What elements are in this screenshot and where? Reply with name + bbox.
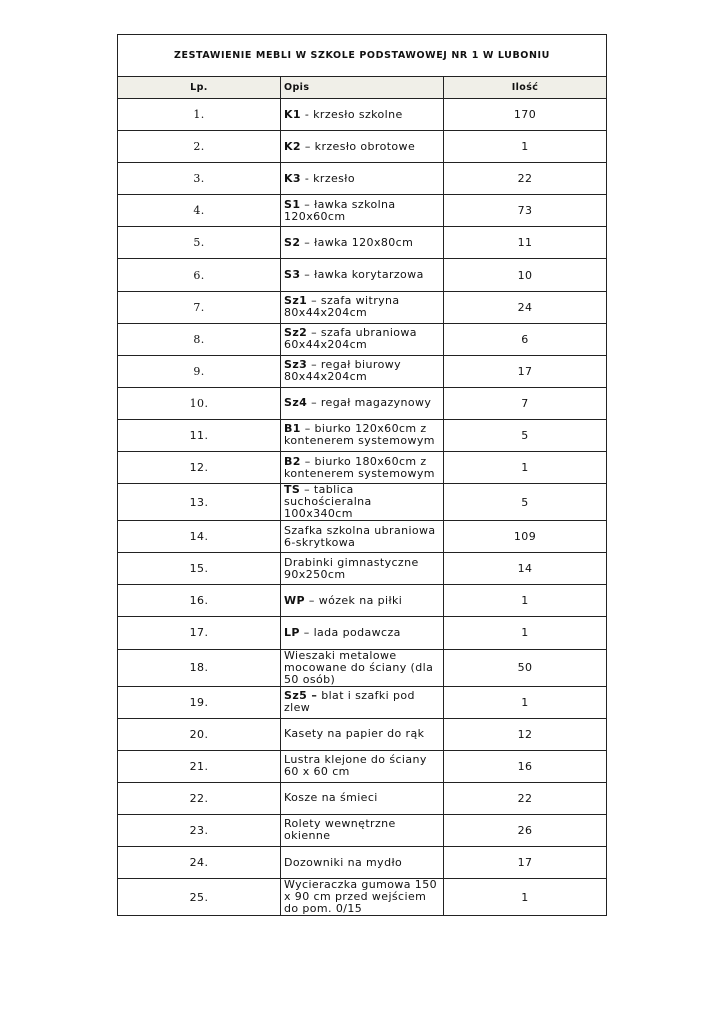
row-description <box>281 323 444 355</box>
item-description: – ławka korytarzowa <box>300 268 424 282</box>
item-code: S3 <box>284 268 301 282</box>
row-number: 6. <box>118 259 281 291</box>
item-code: WP <box>284 593 305 607</box>
row-number: 10. <box>118 387 281 419</box>
row-description <box>281 846 444 878</box>
row-quantity: 109 <box>444 521 607 553</box>
table-row <box>118 846 607 878</box>
header-opis: Opis <box>281 77 444 99</box>
table-row <box>118 163 607 195</box>
row-number: 19. <box>118 686 281 718</box>
item-description: - krzesło szkolne <box>300 107 403 121</box>
row-quantity: 73 <box>444 195 607 227</box>
row-quantity: 26 <box>444 814 607 846</box>
item-code: B2 <box>284 454 301 468</box>
item-description: – szafa ubraniowa 60x44x204cm <box>284 326 417 352</box>
row-number: 3. <box>118 163 281 195</box>
item-code: K1 <box>284 107 301 121</box>
item-description: – biurko 180x60cm z kontenerem systemowym <box>284 454 435 480</box>
table-row <box>118 782 607 814</box>
row-quantity: 24 <box>444 291 607 323</box>
item-description: – biurko 120x60cm z kontenerem systemowym <box>284 422 435 448</box>
item-code: K2 <box>284 139 301 153</box>
item-description: – tablica suchościeralna 100x340cm <box>284 483 372 521</box>
row-quantity: 1 <box>444 452 607 484</box>
table-row <box>118 484 607 521</box>
row-number: 25. <box>118 879 281 916</box>
table-row <box>118 259 607 291</box>
item-description: Drabinki gimnastyczne 90x250cm <box>284 555 419 581</box>
item-description: Kasety na papier do rąk <box>284 727 425 741</box>
row-quantity: 16 <box>444 750 607 782</box>
table-row <box>118 291 607 323</box>
row-number: 18. <box>118 649 281 686</box>
item-description: – regał biurowy 80x44x204cm <box>284 358 402 384</box>
item-description: Wieszaki metalowe mocowane do ściany (dla 50 osób) <box>284 648 434 686</box>
table-row <box>118 227 607 259</box>
row-description <box>281 718 444 750</box>
item-description: Kosze na śmieci <box>284 791 378 805</box>
row-quantity: 1 <box>444 686 607 718</box>
row-description <box>281 387 444 419</box>
item-code: TS <box>284 483 301 497</box>
row-description <box>281 419 444 451</box>
item-description: – krzesło obrotowe <box>300 139 416 153</box>
item-code: LP <box>284 625 300 639</box>
row-description <box>281 99 444 131</box>
row-quantity: 1 <box>444 585 607 617</box>
item-description: – regał magazynowy <box>307 396 432 410</box>
item-description: Szafka szkolna ubraniowa 6-skrytkowa <box>284 523 436 549</box>
row-quantity: 170 <box>444 99 607 131</box>
row-quantity: 5 <box>444 419 607 451</box>
item-code: Sz1 <box>284 294 308 308</box>
item-description: Dozowniki na mydło <box>284 855 403 869</box>
table-row <box>118 323 607 355</box>
row-description <box>281 521 444 553</box>
item-code: S2 <box>284 235 301 249</box>
row-description <box>281 195 444 227</box>
item-description: – ławka szkolna 120x60cm <box>284 197 396 223</box>
row-quantity: 7 <box>444 387 607 419</box>
row-description <box>281 879 444 916</box>
row-number: 2. <box>118 131 281 163</box>
table-row <box>118 879 607 916</box>
row-description <box>281 355 444 387</box>
row-description <box>281 617 444 649</box>
table-row <box>118 686 607 718</box>
table-row <box>118 718 607 750</box>
table-row <box>118 521 607 553</box>
row-description <box>281 814 444 846</box>
item-description: – wózek na piłki <box>305 593 403 607</box>
document-sheet <box>117 34 607 916</box>
item-description: Rolety wewnętrzne okienne <box>284 817 396 843</box>
header-lp: Lp. <box>118 77 281 99</box>
furniture-table <box>117 34 607 916</box>
row-description <box>281 259 444 291</box>
row-number: 12. <box>118 452 281 484</box>
item-description: – lada podawcza <box>299 625 401 639</box>
row-number: 7. <box>118 291 281 323</box>
item-description: Wycieraczka gumowa 150 x 90 cm przed wejściem do pom. 0/15 <box>284 878 437 916</box>
table-row <box>118 814 607 846</box>
item-description: - krzesło <box>300 171 355 185</box>
table-row <box>118 649 607 686</box>
row-number: 22. <box>118 782 281 814</box>
row-description <box>281 291 444 323</box>
row-quantity: 50 <box>444 649 607 686</box>
item-description: blat i szafki pod zlew <box>284 689 415 715</box>
table-row <box>118 131 607 163</box>
table-row <box>118 750 607 782</box>
table-row <box>118 99 607 131</box>
table-row <box>118 195 607 227</box>
row-quantity: 1 <box>444 131 607 163</box>
row-quantity: 22 <box>444 163 607 195</box>
item-code: K3 <box>284 171 301 185</box>
item-description: – ławka 120x80cm <box>300 235 414 249</box>
table-row <box>118 553 607 585</box>
row-number: 23. <box>118 814 281 846</box>
row-description <box>281 484 444 521</box>
table-row <box>118 419 607 451</box>
row-number: 13. <box>118 484 281 521</box>
row-number: 9. <box>118 355 281 387</box>
row-description <box>281 686 444 718</box>
row-number: 1. <box>118 99 281 131</box>
row-description <box>281 227 444 259</box>
row-number: 20. <box>118 718 281 750</box>
row-description <box>281 452 444 484</box>
item-code: Sz3 <box>284 358 308 372</box>
row-quantity: 1 <box>444 879 607 916</box>
table-row <box>118 617 607 649</box>
item-code: Sz2 <box>284 326 308 340</box>
row-quantity: 10 <box>444 259 607 291</box>
row-quantity: 11 <box>444 227 607 259</box>
row-description <box>281 649 444 686</box>
row-quantity: 17 <box>444 355 607 387</box>
row-description <box>281 131 444 163</box>
title-row <box>118 35 607 77</box>
item-code: Sz5 – <box>284 689 318 703</box>
row-description <box>281 585 444 617</box>
row-number: 17. <box>118 617 281 649</box>
row-number: 5. <box>118 227 281 259</box>
row-description <box>281 553 444 585</box>
item-description: – szafa witryna 80x44x204cm <box>284 294 400 320</box>
row-quantity: 12 <box>444 718 607 750</box>
row-quantity: 6 <box>444 323 607 355</box>
row-number: 8. <box>118 323 281 355</box>
table-row <box>118 452 607 484</box>
table-row <box>118 387 607 419</box>
row-number: 14. <box>118 521 281 553</box>
item-code: S1 <box>284 197 301 211</box>
header-row <box>118 77 607 99</box>
table-row <box>118 355 607 387</box>
row-quantity: 5 <box>444 484 607 521</box>
row-number: 21. <box>118 750 281 782</box>
row-description <box>281 782 444 814</box>
row-number: 15. <box>118 553 281 585</box>
item-code: Sz4 <box>284 396 308 410</box>
row-description <box>281 750 444 782</box>
row-number: 16. <box>118 585 281 617</box>
row-quantity: 22 <box>444 782 607 814</box>
row-description <box>281 163 444 195</box>
row-number: 24. <box>118 846 281 878</box>
row-quantity: 17 <box>444 846 607 878</box>
header-ilosc: Ilość <box>444 77 607 99</box>
row-quantity: 1 <box>444 617 607 649</box>
table-title: ZESTAWIENIE MEBLI W SZKOLE PODSTAWOWEJ NR 1 W LUBONIU <box>118 35 607 77</box>
row-number: 11. <box>118 419 281 451</box>
row-number: 4. <box>118 195 281 227</box>
row-quantity: 14 <box>444 553 607 585</box>
item-description: Lustra klejone do ściany 60 x 60 cm <box>284 753 427 779</box>
item-code: B1 <box>284 422 301 436</box>
table-row <box>118 585 607 617</box>
